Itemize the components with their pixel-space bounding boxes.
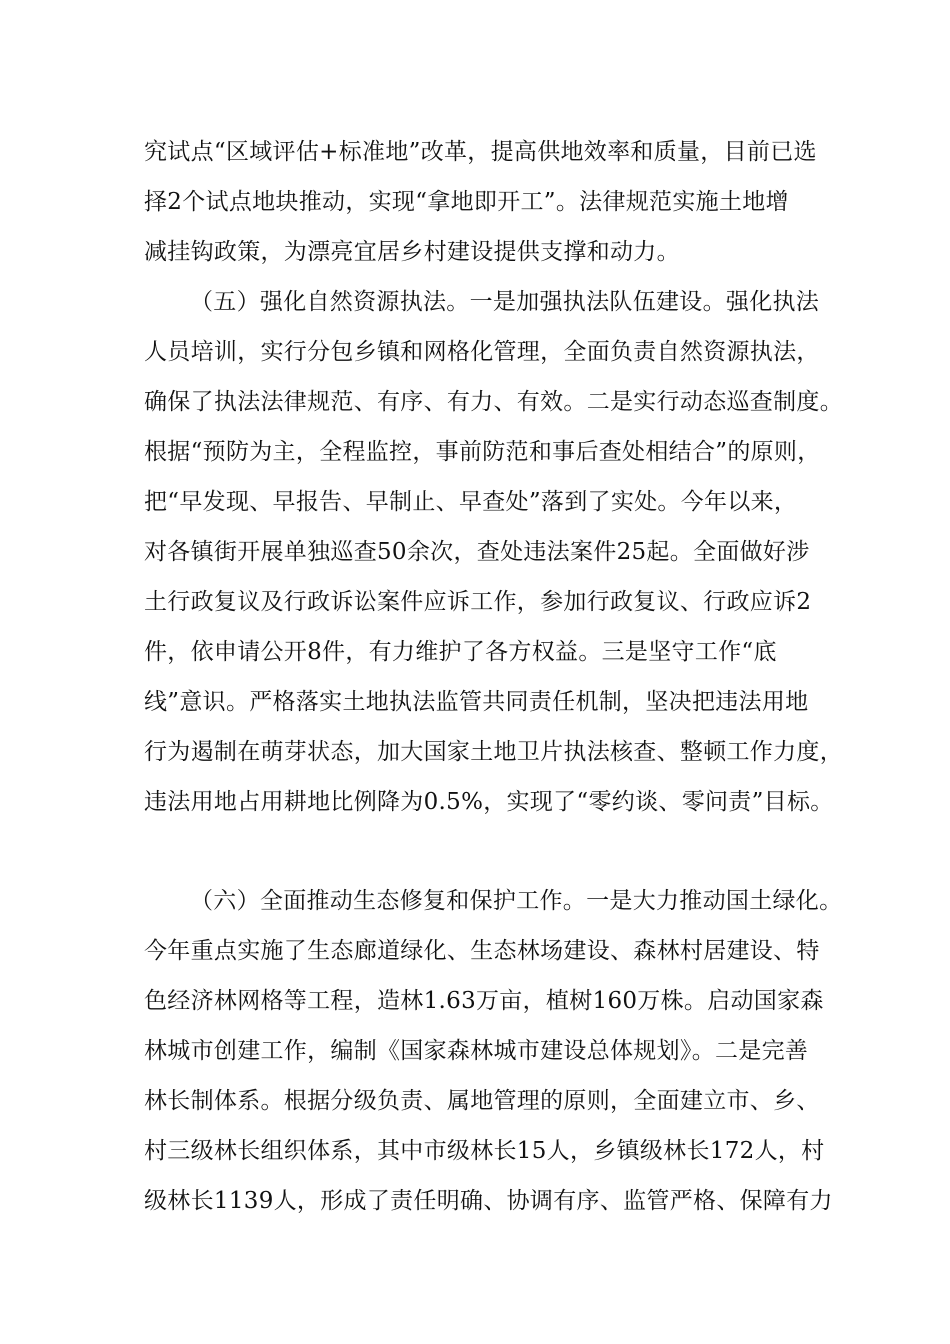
text-line: 人员培训，实行分包乡镇和网格化管理，全面负责自然资源执法， — [144, 339, 820, 365]
text-line: 行为遏制在萌芽状态，加大国家土地卫片执法核查、整顿工作力度， — [144, 739, 843, 765]
text-line: 确保了执法法律规范、有序、有力、有效。二是实行动态巡查制度。 — [144, 389, 843, 415]
text-line: 根据“预防为主，全程监控，事前防范和事后查处相结合”的原则， — [144, 439, 821, 465]
text-line: 减挂钩政策，为漂亮宜居乡村建设提供支撑和动力。 — [144, 239, 680, 265]
text-line: 林城市创建工作，编制《国家森林城市建设总体规划》。二是完善 — [144, 1038, 809, 1064]
text-line: 村三级林长组织体系，其中市级林长15人，乡镇级林长172人，村 — [144, 1138, 825, 1164]
section-heading-line: （六）全面推动生态修复和保护工作。一是大力推动国土绿化。 — [190, 888, 843, 914]
text-line: 今年重点实施了生态廊道绿化、生态林场建设、森林村居建设、特 — [144, 938, 820, 964]
text-line: 择2个试点地块推动，实现“拿地即开工”。法律规范实施土地增 — [144, 189, 789, 215]
text-line: 级林长1139人，形成了责任明确、协调有序、监管严格、保障有力 — [144, 1188, 833, 1214]
text-line: 土行政复议及行政诉讼案件应诉工作，参加行政复议、行政应诉2 — [144, 589, 812, 615]
section-heading-line: （五）强化自然资源执法。一是加强执法队伍建设。强化执法 — [190, 289, 820, 315]
text-line: 线”意识。严格落实土地执法监管共同责任机制，坚决把违法用地 — [144, 689, 809, 715]
text-line: 违法用地占用耕地比例降为0.5%，实现了“零约谈、零问责”目标。 — [144, 789, 834, 815]
text-line: 究试点“区域评估+标准地”改革，提高供地效率和质量，目前已选 — [144, 139, 817, 165]
text-line: 件，依申请公开8件，有力维护了各方权益。三是坚守工作“底 — [144, 639, 777, 665]
text-line: 把“早发现、早报告、早制止、早查处”落到了实处。今年以来， — [144, 489, 798, 515]
text-line: 对各镇街开展单独巡查50余次，查处违法案件25起。全面做好涉 — [144, 539, 810, 565]
text-line: 林长制体系。根据分级负责、属地管理的原则，全面建立市、乡、 — [144, 1088, 820, 1114]
text-line: 色经济林网格等工程，造林1.63万亩，植树160万株。启动国家森 — [144, 988, 824, 1014]
